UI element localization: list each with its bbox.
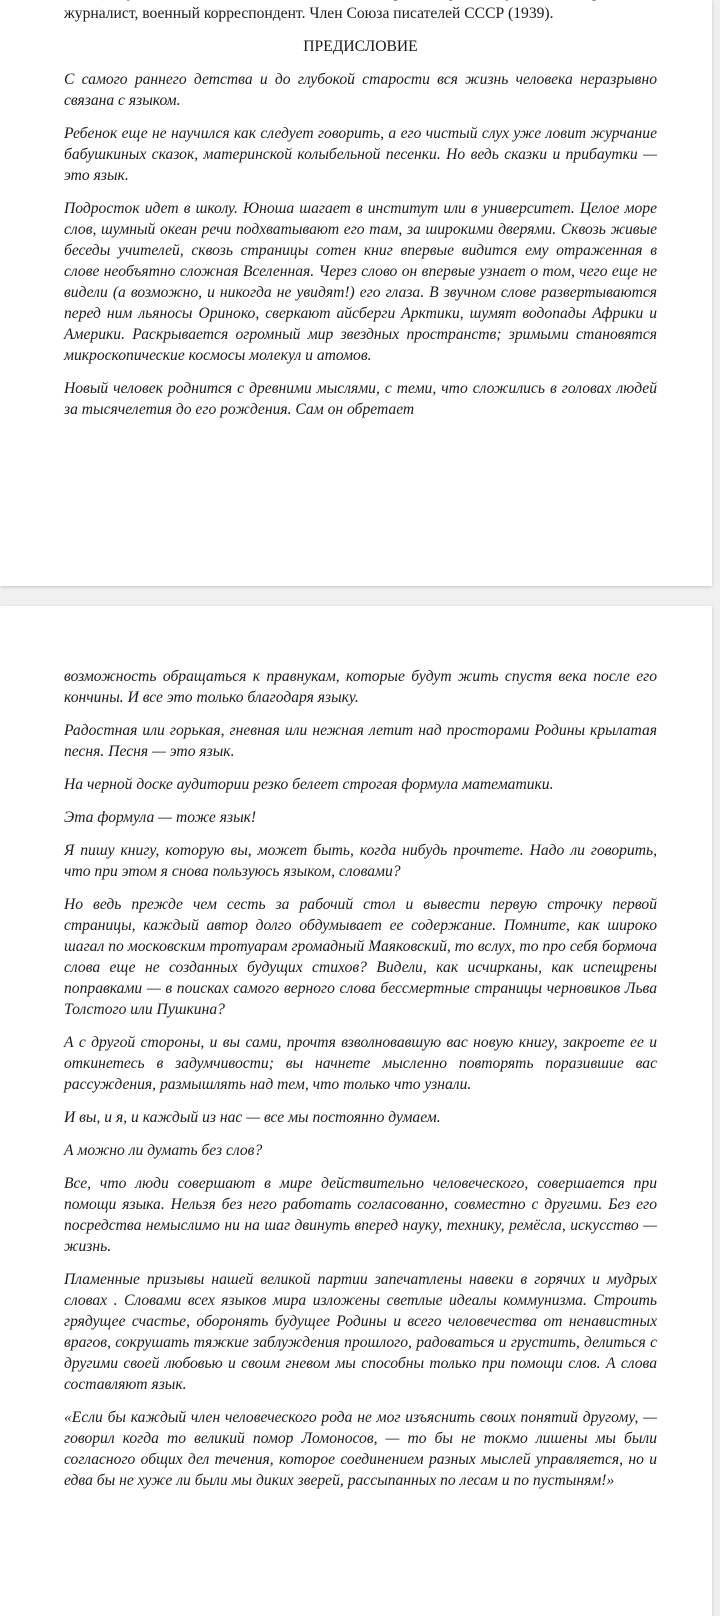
paragraph: Я пишу книгу, которую вы, может быть, когда нибудь прочтете. Надо ли говорить, что при этом я снова пользуюсь языком, словами? [64, 842, 657, 880]
paragraph: Но ведь прежде чем сесть за рабочий стол и вывести первую строчку первой страницы, каждый автор долго обдумывает ее содержание. Помните, как широко шагал по московским тротуарам громадный Маяковский, то вслух, то про себя бормоча слова еще не созданных будущих стихов? Видели, как исчирканы, как испещрены поправками — в поисках самого верного слова бессмертные страницы черновиков Льва Толстого или Пушкина? [64, 896, 657, 1018]
paragraph: Все, что люди совершают в мире действительно человеческого, совершается при помощи языка. Нельзя без него работать согласованно, совместно с другими. Без его посредства немыслимо ни на шаг двинуть вперед науку, технику, ремёсла, искусство — жизнь. [64, 1175, 657, 1255]
paragraph: Пламенные призывы нашей великой партии запечатлены навеки в горячих и мудрых словах . Словами всех языков мира изложены светлые идеалы коммунизма. Строить грядущее счастье, оборонять будущее Родины и всего человечества от ненавистных врагов, сокрушать тяжкие заблуждения прошлого, радоваться и грустить, делиться с другими своей любовью и своим гневом мы способны только при помощи слов. А слова составляют язык. [64, 1271, 657, 1393]
paragraph: Новый человек роднится с древними мыслями, с теми, что сложились в головах людей за тысячелетия до его рождения. Сам он обретает [64, 380, 657, 418]
paragraph: И вы, и я, и каждый из нас — все мы постоянно думаем. [64, 1109, 441, 1126]
page-1-text [64, 0, 657, 432]
document-page-2 [0, 606, 712, 1616]
page-2-text [64, 666, 657, 1503]
paragraph: На черной доске аудитории резко белеет строгая формула математики. [64, 776, 554, 793]
document-page-1 [0, 0, 712, 586]
paragraph: возможность обращаться к правнукам, которые будут жить спустя века после его кончины. И все это только благодаря языку. [64, 668, 657, 706]
paragraph: Эта формула — тоже язык! [64, 809, 257, 826]
paragraph: А можно ли думать без слов? [64, 1142, 263, 1159]
paragraph: Радостная или горькая, гневная или нежная летит над просторами Родины крылатая песня. Песня — это язык. [64, 722, 657, 760]
author-bio-text: журналист, военный корреспондент. Член Союза писателей СССР (1939). [64, 5, 554, 22]
paragraph: А с другой стороны, и вы сами, прочтя взволновавшую вас новую книгу, закроете ее и откинетесь в задумчивости; вы начнете мысленно повторять поразившие вас рассуждения, размышлять над тем, что только что узнали. [64, 1034, 657, 1093]
paragraph: С самого раннего детства и до глубокой старости вся жизнь человека неразрывно связана с языком. [64, 71, 657, 109]
quote-paragraph: «Если бы каждый член человеческого рода не мог изъяснить своих понятий другому, — говорил когда то великий помор Ломоносов, — то бы не токмо лишены мы были согласного общих дел течения, которое соединением разных мыслей управляется, но и едва бы не хуже ли были мы диких зверей, рассыпанных по лесам и по пустыням!» [64, 1409, 657, 1489]
paragraph: Ребенок еще не научился как следует говорить, а его чистый слух уже ловит журчание бабушкиных сказок, материнской колыбельной песенки. Но ведь сказки и прибаутки — это язык. [64, 125, 657, 184]
section-heading: ПРЕДИСЛОВИЕ [303, 38, 418, 55]
paragraph: Подросток идет в школу. Юноша шагает в институт или в университет. Целое море слов, шумный океан речи подхватывают его там, за широкими дверями. Сквозь живые беседы учителей, сквозь страницы сотен книг впервые видится ему отраженная в слове необъятно сложная Вселенная. Через слово он впервые узнает о том, чего еще не видели (а возможно, и никогда не увидят!) его глаза. В звучном слове развертываются перед ним льяносы Ориноко, сверкают айсберги Арктики, шумят водопады Африки и Америки. Раскрывается огромный мир звездных пространств; зримыми становятся микроскопические космосы молекул и атомов. [64, 200, 657, 364]
